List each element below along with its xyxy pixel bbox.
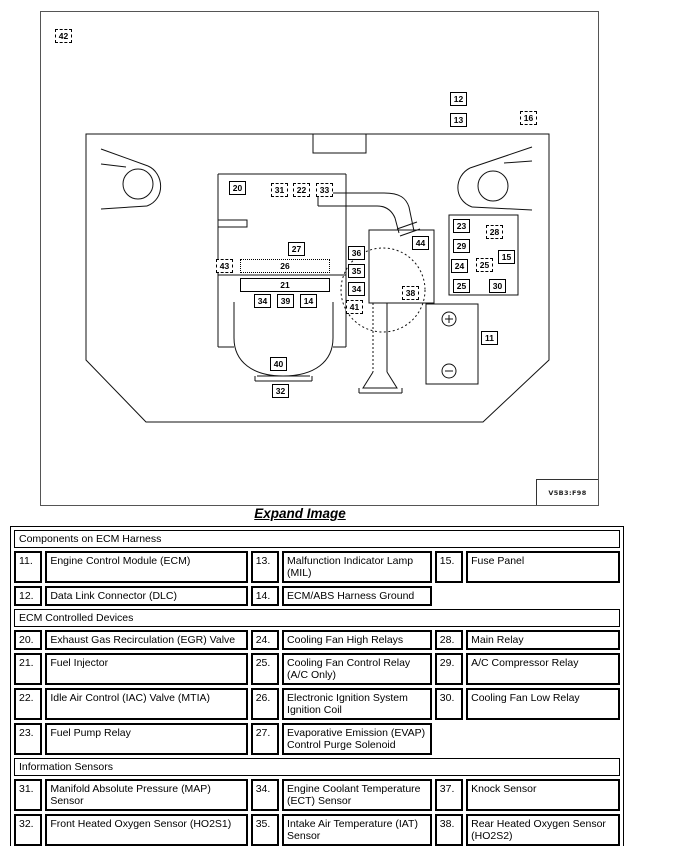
diagram-label-22: 22 (293, 183, 310, 197)
section-header-row (14, 758, 620, 776)
diagram-label-38: 38 (402, 286, 419, 300)
item-desc: Malfunction Indicator Lamp (MIL) (282, 551, 432, 583)
item-desc: Intake Air Temperature (IAT) Sensor (282, 814, 432, 846)
item-desc: Fuse Panel (466, 551, 620, 583)
diagram-label-34b: 34 (348, 282, 365, 296)
diagram-label-29: 29 (453, 239, 470, 253)
table-row (14, 653, 620, 685)
item-desc: Fuel Injector (45, 653, 247, 685)
diagram-label-28: 28 (486, 225, 503, 239)
item-number: 21. (14, 653, 42, 685)
item-desc: ECM/ABS Harness Ground (282, 586, 432, 606)
item-desc: Exhaust Gas Recirculation (EGR) Valve (45, 630, 247, 650)
table-row (14, 688, 620, 720)
item-desc: Manifold Absolute Pressure (MAP) Sensor (45, 779, 247, 811)
diagram-label-23: 23 (453, 219, 470, 233)
diagram-label-24: 24 (451, 259, 468, 273)
diagram-label-12: 12 (450, 92, 467, 106)
item-desc: Cooling Fan High Relays (282, 630, 432, 650)
item-number: 15. (435, 551, 463, 583)
item-desc: Front Heated Oxygen Sensor (HO2S1) (45, 814, 247, 846)
item-number: 27. (251, 723, 279, 755)
table-row (14, 586, 620, 606)
table-row (14, 551, 620, 583)
diagram-label-27: 27 (288, 242, 305, 256)
item-number: 14. (251, 586, 279, 606)
item-number: 11. (14, 551, 42, 583)
item-number: 38. (435, 814, 463, 846)
item-desc: Fuel Pump Relay (45, 723, 247, 755)
item-desc: Evaporative Emission (EVAP) Control Purge Solenoid (282, 723, 432, 755)
section-header: ECM Controlled Devices (14, 609, 620, 627)
diagram-label-35: 35 (348, 264, 365, 278)
item-desc: Engine Control Module (ECM) (45, 551, 247, 583)
item-desc: Data Link Connector (DLC) (45, 586, 247, 606)
item-number: 20. (14, 630, 42, 650)
diagram-label-25b: 25 (453, 279, 470, 293)
diagram-label-14: 14 (300, 294, 317, 308)
diagram-label-21: 21 (240, 278, 330, 292)
diagram-label-41: 41 (346, 300, 363, 314)
component-legend (10, 526, 624, 846)
empty-cell (435, 723, 620, 755)
diagram-label-34a: 34 (254, 294, 271, 308)
diagram-label-42: 42 (55, 29, 72, 43)
diagram-label-31: 31 (271, 183, 288, 197)
item-desc: Cooling Fan Low Relay (466, 688, 620, 720)
item-number: 13. (251, 551, 279, 583)
item-number: 32. (14, 814, 42, 846)
diagram-label-44: 44 (412, 236, 429, 250)
diagram-label-40: 40 (270, 357, 287, 371)
diagram-label-32: 32 (272, 384, 289, 398)
section-header: Components on ECM Harness (14, 530, 620, 548)
item-desc: Engine Coolant Temperature (ECT) Sensor (282, 779, 432, 811)
item-number: 23. (14, 723, 42, 755)
engine-compartment-diagram (40, 11, 599, 506)
diagram-label-39: 39 (277, 294, 294, 308)
section-header-row (14, 609, 620, 627)
diagram-label-15: 15 (498, 250, 515, 264)
diagram-label-33: 33 (316, 183, 333, 197)
diagram-label-16: 16 (520, 111, 537, 125)
expand-image-link[interactable]: Expand Image (254, 506, 346, 521)
item-number: 25. (251, 653, 279, 685)
diagram-label-30: 30 (489, 279, 506, 293)
section-header: Information Sensors (14, 758, 620, 776)
diagram-label-13: 13 (450, 113, 467, 127)
expand-image-caption (0, 505, 600, 523)
item-desc: Main Relay (466, 630, 620, 650)
item-number: 31. (14, 779, 42, 811)
item-desc: Rear Heated Oxygen Sensor (HO2S2) (466, 814, 620, 846)
item-number: 34. (251, 779, 279, 811)
item-desc: Idle Air Control (IAC) Valve (MTIA) (45, 688, 247, 720)
diagram-label-43: 43 (216, 259, 233, 273)
section-header-row (14, 530, 620, 548)
table-row (14, 814, 620, 846)
item-number: 37. (435, 779, 463, 811)
diagram-label-25a: 25 (476, 258, 493, 272)
item-desc: Electronic Ignition System Ignition Coil (282, 688, 432, 720)
component-table (11, 527, 623, 846)
item-number: 29. (435, 653, 463, 685)
table-row (14, 723, 620, 755)
item-number: 30. (435, 688, 463, 720)
item-number: 28. (435, 630, 463, 650)
diagram-label-26: 26 (240, 259, 330, 273)
empty-cell (435, 586, 620, 606)
diagram-label-20: 20 (229, 181, 246, 195)
item-number: 26. (251, 688, 279, 720)
table-row (14, 779, 620, 811)
table-row (14, 630, 620, 650)
figure-stamp: V5B3:F98 (536, 479, 598, 505)
item-desc: Knock Sensor (466, 779, 620, 811)
item-number: 12. (14, 586, 42, 606)
diagram-label-11: 11 (481, 331, 498, 345)
diagram-label-36: 36 (348, 246, 365, 260)
item-desc: A/C Compressor Relay (466, 653, 620, 685)
item-number: 24. (251, 630, 279, 650)
item-number: 35. (251, 814, 279, 846)
item-number: 22. (14, 688, 42, 720)
item-desc: Cooling Fan Control Relay (A/C Only) (282, 653, 432, 685)
